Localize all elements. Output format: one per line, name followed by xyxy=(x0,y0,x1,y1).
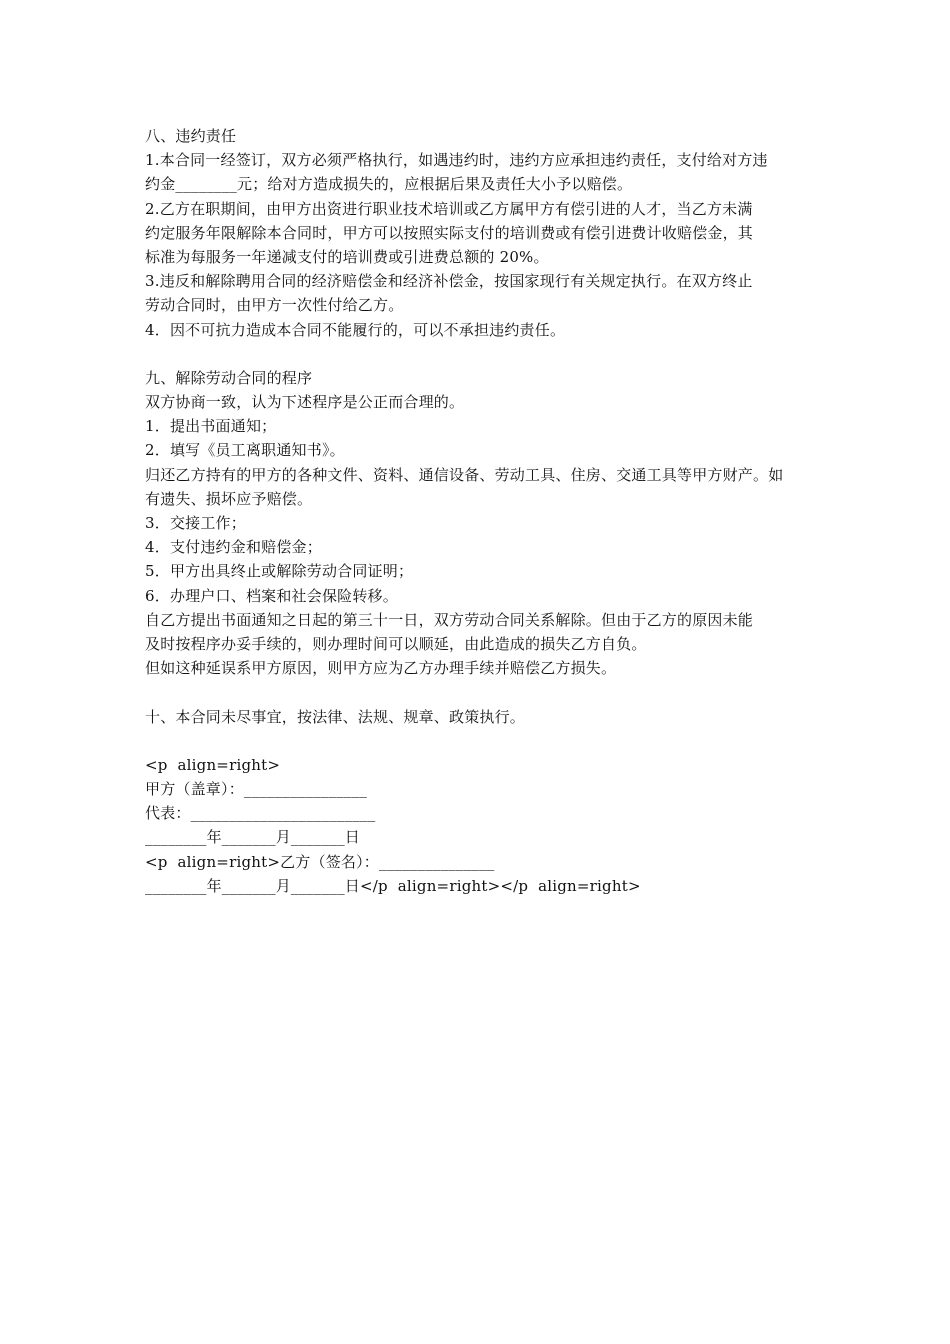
section-9-line: 有遗失、损坏应予赔偿。 xyxy=(145,489,313,508)
signature-line: 代表：________________________ xyxy=(145,804,376,823)
signature-line: <p align=right>乙方（签名）：_______________ xyxy=(145,852,495,871)
section-9-line: 1．提出书面通知； xyxy=(145,417,277,436)
section-8-line: 劳动合同时，由甲方一次性付给乙方。 xyxy=(145,296,404,315)
section-9-line: 自乙方提出书面通知之日起的第三十一日，双方劳动合同关系解除。但由于乙方的原因未能 xyxy=(145,610,754,629)
section-9-line: 4．支付违约金和赔偿金； xyxy=(145,538,322,557)
section-9-title: 九、解除劳动合同的程序 xyxy=(145,368,313,387)
section-9-line: 但如这种延误系甲方原因，则甲方应为乙方办理手续并赔偿乙方损失。 xyxy=(145,659,617,678)
section-8-line: 4．因不可抗力造成本合同不能履行的，可以不承担违约责任。 xyxy=(145,320,566,339)
section-8-line: 1.本合同一经签订，双方必须严格执行，如遇违约时，违约方应承担违约责任，支付给对方违 xyxy=(145,151,768,170)
section-9-line: 2．填写《员工离职通知书》。 xyxy=(145,441,345,460)
section-9-line: 6．办理户口、档案和社会保险转移。 xyxy=(145,586,398,605)
signature-line: ________年_______月_______日</p align=right></p align=right> xyxy=(145,876,641,895)
section-9-line: 3．交接工作； xyxy=(145,514,246,532)
section-8-line: 约金________元；给对方造成损失的，应根据后果及责任大小予以赔偿。 xyxy=(145,175,633,194)
section-8-line: 2.乙方在职期间，由甲方出资进行职业技术培训或乙方属甲方有偿引进的人才，当乙方未满 xyxy=(145,199,753,218)
signature-line: ________年_______月_______日 xyxy=(145,828,361,847)
contract-body xyxy=(145,124,815,898)
signature-line: 甲方（盖章）：________________ xyxy=(145,780,368,799)
section-9-line: 双方协商一致，认为下述程序是公正而合理的。 xyxy=(145,393,465,412)
section-8-line: 约定服务年限解除本合同时，甲方可以按照实际支付的培训费或有偿引进费计收赔偿金，其 xyxy=(145,223,754,242)
section-10-title: 十、本合同未尽事宜，按法律、法规、规章、政策执行。 xyxy=(145,707,526,726)
section-9-line: 及时按程序办妥手续的，则办理时间可以顺延，由此造成的损失乙方自负。 xyxy=(145,634,647,653)
blank-line xyxy=(145,729,815,753)
section-9-line: 5．甲方出具终止或解除劳动合同证明； xyxy=(145,562,414,581)
signature-line: <p align=right> xyxy=(145,755,281,774)
section-9-line: 归还乙方持有的甲方的各种文件、资料、通信设备、劳动工具、住房、交通工具等甲方财产。如 xyxy=(145,465,784,484)
section-8-line: 标准为每服务一年递减支付的培训费或引进费总额的 20%。 xyxy=(145,247,549,266)
section-8-title: 八、违约责任 xyxy=(145,127,237,145)
blank-line xyxy=(145,680,815,704)
section-8-line: 3.违反和解除聘用合同的经济赔偿金和经济补偿金，按国家现行有关规定执行。在双方终止 xyxy=(145,272,753,291)
blank-line xyxy=(145,342,815,366)
